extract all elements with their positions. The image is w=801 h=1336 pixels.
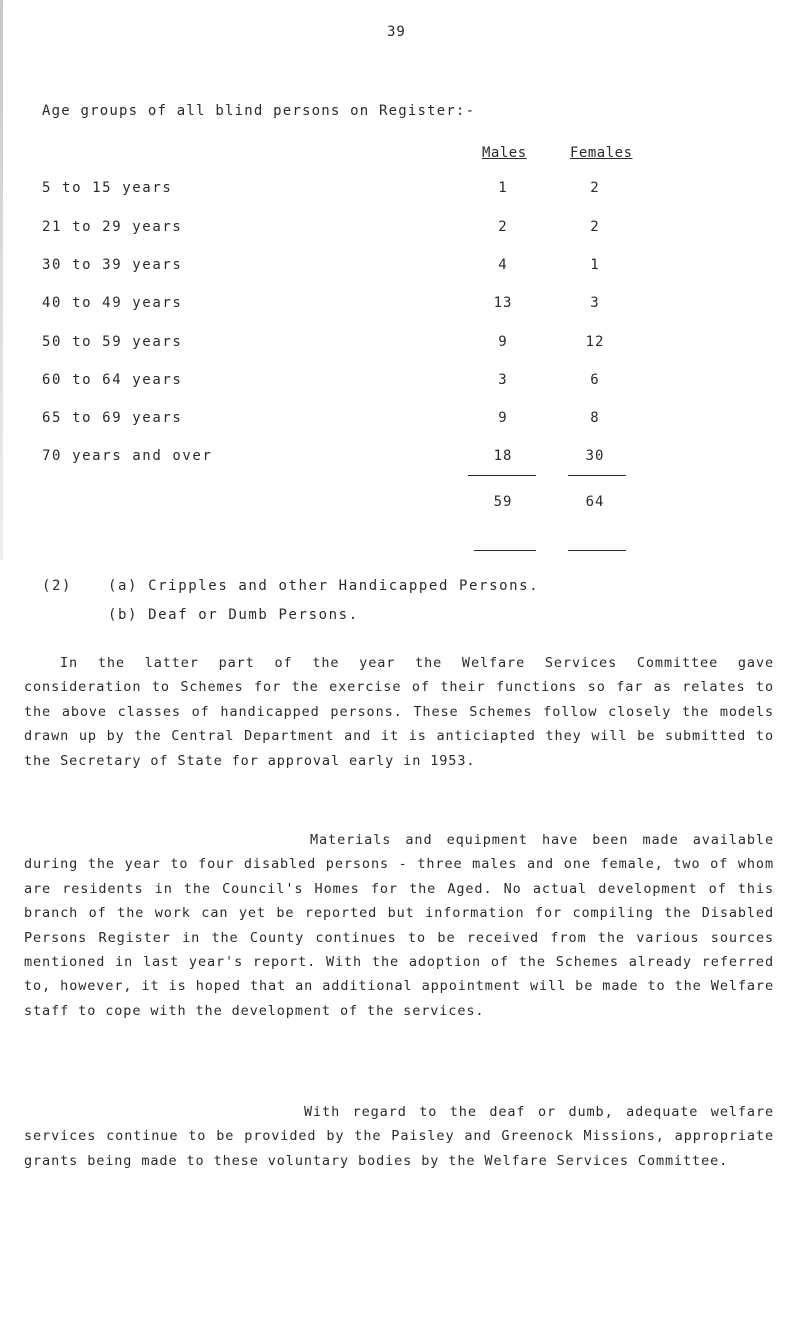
males-value: 9 bbox=[498, 410, 508, 426]
column-header-males: Males bbox=[482, 145, 527, 161]
section-number: (2) bbox=[42, 578, 73, 594]
row-label: 70 years and over bbox=[42, 448, 213, 464]
males-value: 2 bbox=[498, 219, 508, 235]
males-value: 9 bbox=[498, 334, 508, 350]
females-value: 3 bbox=[590, 295, 600, 311]
row-label: 30 to 39 years bbox=[42, 257, 183, 273]
females-total: 64 bbox=[585, 494, 605, 510]
row-label: 60 to 64 years bbox=[42, 372, 183, 388]
males-value: 3 bbox=[498, 372, 508, 388]
total-underline-females bbox=[568, 550, 626, 551]
section-item-b: (b) Deaf or Dumb Persons. bbox=[108, 607, 359, 623]
females-value: 30 bbox=[585, 448, 605, 464]
males-value: 13 bbox=[493, 295, 513, 311]
females-value: 8 bbox=[590, 410, 600, 426]
females-value: 2 bbox=[590, 180, 600, 196]
table-heading: Age groups of all blind persons on Register:- bbox=[42, 103, 476, 119]
females-value: 12 bbox=[585, 334, 605, 350]
paragraph-text: In the latter part of the year the Welfare Services Committee gave consideration to Schemes for the exercise of their functions so far as relates to the above classes of handicapped persons. These Schemes follow closely the models drawn up by the Central Department and it is anticiapted they will be submitted to the Secretary of State for approval early in 1953. bbox=[24, 655, 774, 769]
males-value: 4 bbox=[498, 257, 508, 273]
total-rule-females bbox=[568, 475, 626, 476]
page-edge-shadow bbox=[0, 0, 3, 560]
row-label: 40 to 49 years bbox=[42, 295, 183, 311]
paragraph-text: With regard to the deaf or dumb, adequate welfare services continue to be provided by the Paisley and Greenock Missions, appropriate grants being made to these voluntary bodies by the Welfare Services Committee. bbox=[24, 1104, 774, 1169]
section-item-a: (a) Cripples and other Handicapped Persons. bbox=[108, 578, 540, 594]
females-value: 6 bbox=[590, 372, 600, 388]
row-label: 50 to 59 years bbox=[42, 334, 183, 350]
column-header-females: Females bbox=[570, 145, 633, 161]
paragraph-deaf-dumb bbox=[24, 1100, 774, 1173]
paragraph-materials bbox=[24, 828, 774, 1023]
total-underline-males bbox=[474, 550, 536, 551]
females-value: 2 bbox=[590, 219, 600, 235]
males-value: 18 bbox=[493, 448, 513, 464]
page-number: 39 bbox=[387, 24, 406, 40]
row-label: 65 to 69 years bbox=[42, 410, 183, 426]
paragraph-text: Materials and equipment have been made available during the year to four disabled persons - three males and one female, two of whom are residents in the Council's Homes for the Aged. No actual development of this branch of the work can yet be reported but information for compiling the Disabled Persons Register in the County continues to be received from the various sources mentioned in last year's report. With the adoption of the Schemes already referred to, however, it is hoped that an additional appointment will be made to the Welfare staff to cope with the development of the services. bbox=[24, 832, 774, 1019]
males-total: 59 bbox=[493, 494, 513, 510]
females-value: 1 bbox=[590, 257, 600, 273]
row-label: 21 to 29 years bbox=[42, 219, 183, 235]
paragraph-schemes bbox=[24, 651, 774, 773]
males-value: 1 bbox=[498, 180, 508, 196]
total-rule-males bbox=[468, 475, 536, 476]
row-label: 5 to 15 years bbox=[42, 180, 173, 196]
